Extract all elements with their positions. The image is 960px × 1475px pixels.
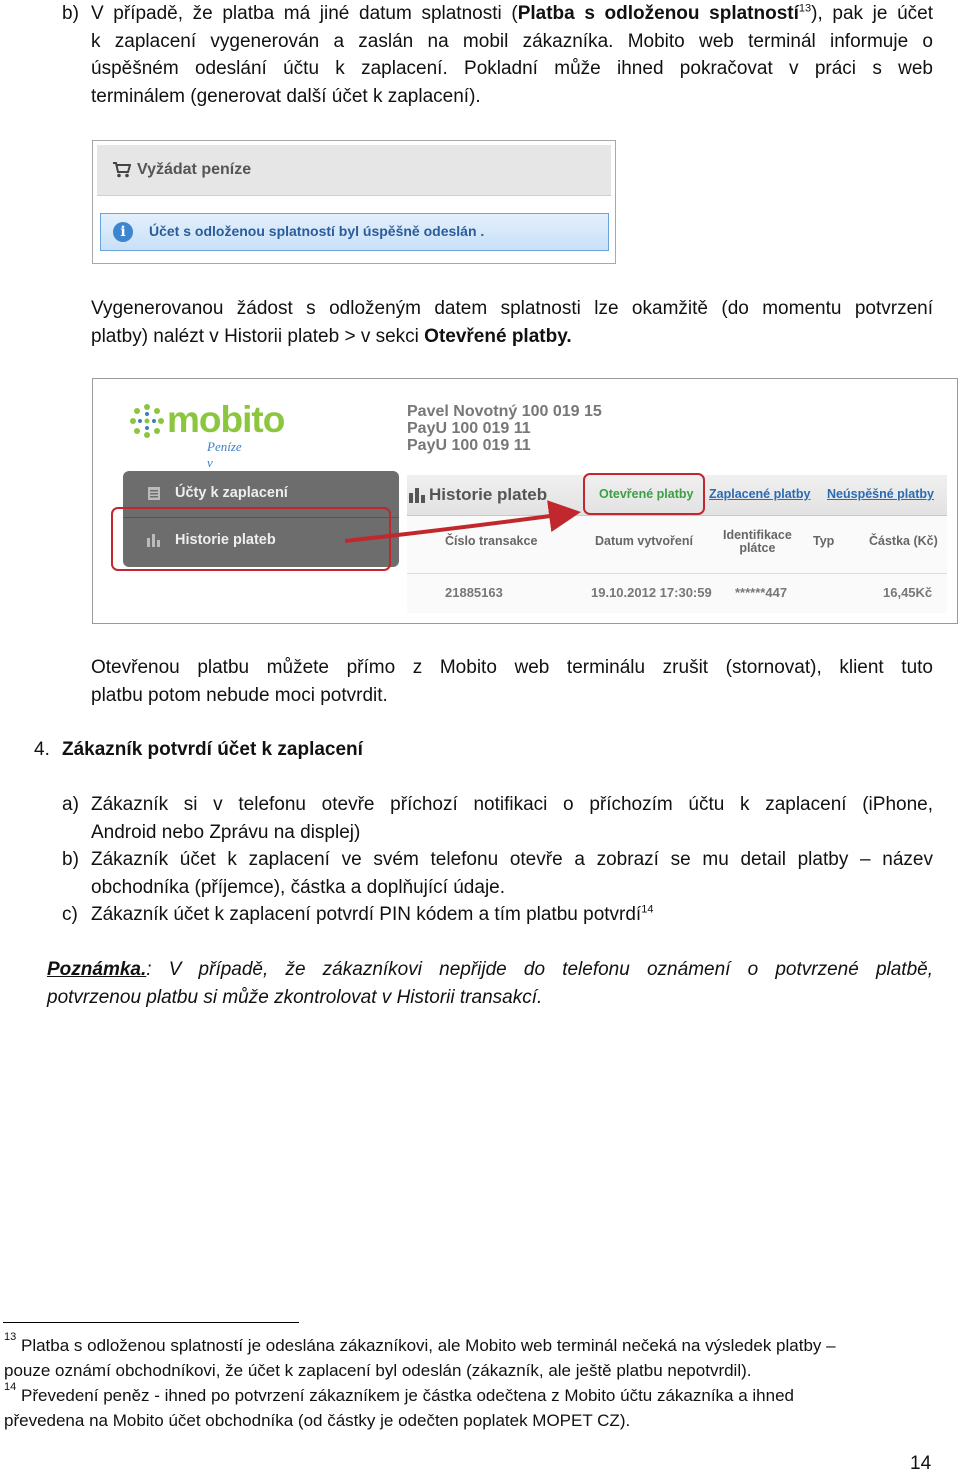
history-title: Historie plateb xyxy=(429,485,548,504)
logo-tagline: Peníze v xyxy=(207,439,242,470)
arrow-annotation xyxy=(93,379,957,623)
payu-account: PayU 100 019 11 xyxy=(407,420,531,437)
footnote-14: $^{14}$ Převedení peněz - ihned po potvrzení zákazníkem je částka odečtena z Mobito účtu zákazníka a ihned xyxy=(4,1381,795,1405)
info-icon: i xyxy=(113,222,133,242)
payu-account: PayU 100 019 11 xyxy=(407,437,531,454)
request-money-screenshot xyxy=(92,140,616,264)
page-number: 14 xyxy=(910,1453,932,1474)
panel-title: Vyžádat peníze xyxy=(137,161,252,178)
list-marker: b) xyxy=(62,3,79,24)
list-marker: b) xyxy=(62,849,79,870)
paragraph-line: V případě, že platba má jiné datum splatnosti (Platba s odloženou splatností$^{13}$), pak je účet xyxy=(91,2,933,24)
list-marker: a) xyxy=(62,794,79,815)
tab-paid-payments[interactable]: Zaplacené platby xyxy=(709,487,811,501)
user-name: Pavel Novotný 100 019 15 xyxy=(407,403,602,420)
note-line: potvrzenou platbu si může zkontrolovat v Historii transakcí. xyxy=(47,986,543,1008)
paragraph-line: Otevřenou platbu můžete přímo z Mobito web terminálu zrušit (stornovat), klient tuto xyxy=(91,657,933,678)
column-header: Identifikace plátce xyxy=(723,528,792,555)
panel-header xyxy=(97,145,611,196)
paragraph-line: úspěšném odeslání účtu k zaplacení. Pokladní může ihned pokračovat v práci s web xyxy=(91,58,933,79)
section-title: Zákazník potvrdí účet k zaplacení xyxy=(62,739,363,760)
list-item: Zákazník účet k zaplacení potvrdí PIN kódem a tím platbu potvrdí$^{14}$ xyxy=(91,903,654,925)
footnote-13: $^{13}$ Platba s odloženou splatností je odeslána zákazníkovi, ale Mobito web terminál nečeká na výsledek platby – xyxy=(4,1331,836,1355)
paragraph-line: Vygenerovanou žádost s odloženým datem splatnosti lze okamžitě (do momentu potvrzení xyxy=(91,298,933,319)
table-cell: 19.10.2012 17:30:59 xyxy=(591,585,712,600)
note-label: Poznámka. xyxy=(47,959,147,980)
table-cell: ******447 xyxy=(735,585,788,600)
payment-history-screenshot xyxy=(92,378,958,624)
list-item: obchodníka (příjemce), částka a doplňující údaje. xyxy=(91,876,506,898)
note-line: Poznámka.: V případě, že zákazníkovi nepřijde do telefonu oznámení o potvrzené platbě, xyxy=(47,959,933,980)
paragraph-line: platby) nalézt v Historii plateb > v sekci Otevřené platby. xyxy=(91,325,572,347)
tab-open-payments[interactable]: Otevřené platby xyxy=(599,487,694,501)
column-header: Číslo transakce xyxy=(445,534,538,548)
list-marker: c) xyxy=(62,904,78,925)
sidebar-item-label: Historie plateb xyxy=(175,532,276,548)
paragraph-line: platbu potom nebude moci potvrdit. xyxy=(91,684,388,706)
success-message xyxy=(100,213,609,251)
column-header: Typ xyxy=(813,534,835,548)
list-item: Android nebo Zprávu na displej) xyxy=(91,821,361,843)
list-item: Zákazník účet k zaplacení ve svém telefonu otevře a zobrazí se mu detail platby – název xyxy=(91,849,933,870)
column-header: Datum vytvoření xyxy=(595,534,693,548)
footnote-separator xyxy=(3,1322,299,1323)
logo-wordmark: mobito xyxy=(167,399,285,440)
paragraph-line: terminálem (generovat další účet k zaplacení). xyxy=(91,85,481,107)
list-item: Zákazník si v telefonu otevře příchozí notifikaci o příchozím účtu k zaplacení (iPhone, xyxy=(91,794,933,815)
table-cell: 21885163 xyxy=(445,585,503,600)
table-cell: 16,45Kč xyxy=(883,585,933,600)
section-number: 4. xyxy=(34,739,50,760)
tab-failed-payments[interactable]: Neúspěšné platby xyxy=(827,487,934,501)
footnote-14-cont: převedena na Mobito účet obchodníka (od částky je odečten poplatek MOPET CZ). xyxy=(4,1411,631,1430)
sidebar-item-label: Účty k zaplacení xyxy=(175,485,288,501)
success-message-text: Účet s odloženou splatností byl úspěšně odeslán . xyxy=(149,223,485,239)
paragraph-line: k zaplacení vygenerován a zaslán na mobil zákazníka. Mobito web terminál informuje o xyxy=(91,30,933,52)
cart-icon xyxy=(113,162,131,178)
footnote-13-cont: pouze oznámí obchodníkovi, že účet k zaplacení byl odeslán (zákazník, ale ještě platbu nepotvrdil). xyxy=(4,1361,752,1380)
column-header: Částka (Kč) xyxy=(869,534,938,548)
